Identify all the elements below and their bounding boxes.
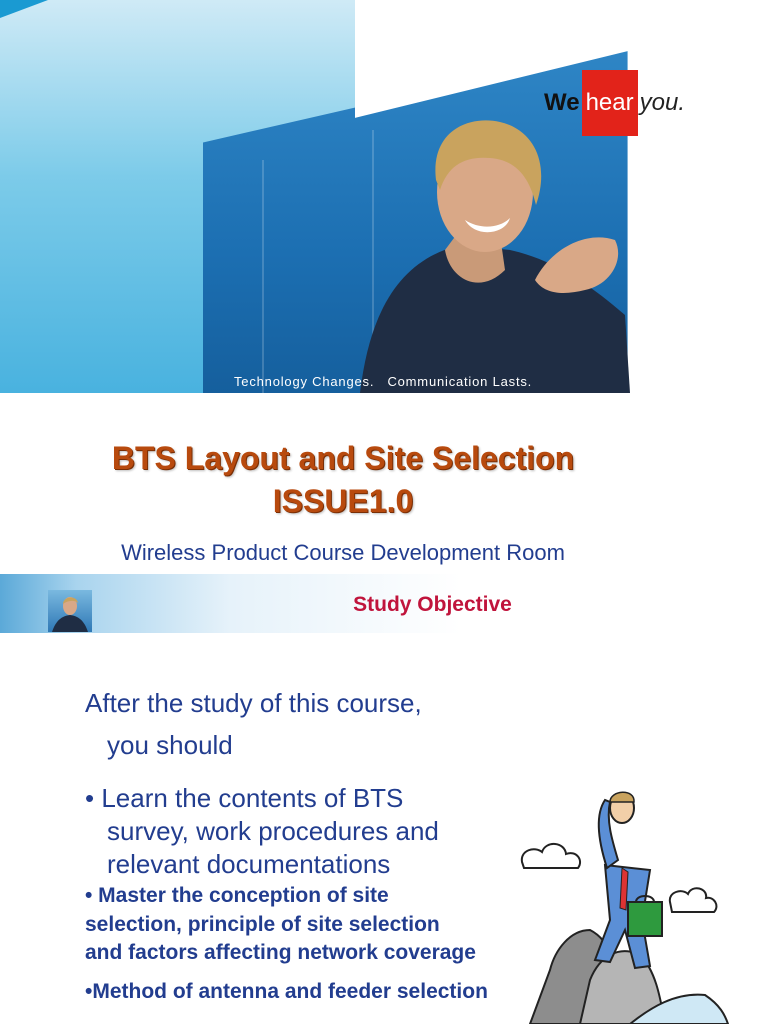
brand-logo bbox=[544, 70, 685, 136]
logo-hear: hear bbox=[582, 70, 638, 136]
glass-divider bbox=[262, 160, 264, 393]
person-photo bbox=[340, 110, 630, 393]
intro-line: After the study of this course, bbox=[85, 688, 422, 718]
bullet-item: •Method of antenna and feeder selection bbox=[85, 980, 488, 1003]
course-issue: ISSUE1.0 bbox=[272, 483, 414, 519]
bullet-continuation: and factors affecting network coverage bbox=[85, 941, 476, 964]
bullet-continuation: selection, principle of site selection bbox=[85, 913, 440, 936]
bullet-continuation: relevant documentations bbox=[107, 849, 391, 879]
course-title: BTS Layout and Site Selection bbox=[111, 440, 575, 476]
logo-you: you. bbox=[639, 89, 685, 116]
course-subtitle: Wireless Product Course Development Room bbox=[121, 540, 565, 565]
tagline: Technology Changes. Communication Lasts. bbox=[234, 374, 533, 389]
bullet-item: • Master the conception of site bbox=[85, 884, 389, 907]
cover-banner bbox=[0, 0, 768, 393]
intro-line: you should bbox=[107, 730, 233, 760]
explorer-clipart bbox=[510, 780, 768, 1024]
bullet-item: • Learn the contents of BTS bbox=[85, 783, 404, 813]
logo-we: We bbox=[544, 89, 580, 116]
slide-title: Study Objective bbox=[353, 593, 512, 616]
bullet-continuation: survey, work procedures and bbox=[107, 816, 439, 846]
